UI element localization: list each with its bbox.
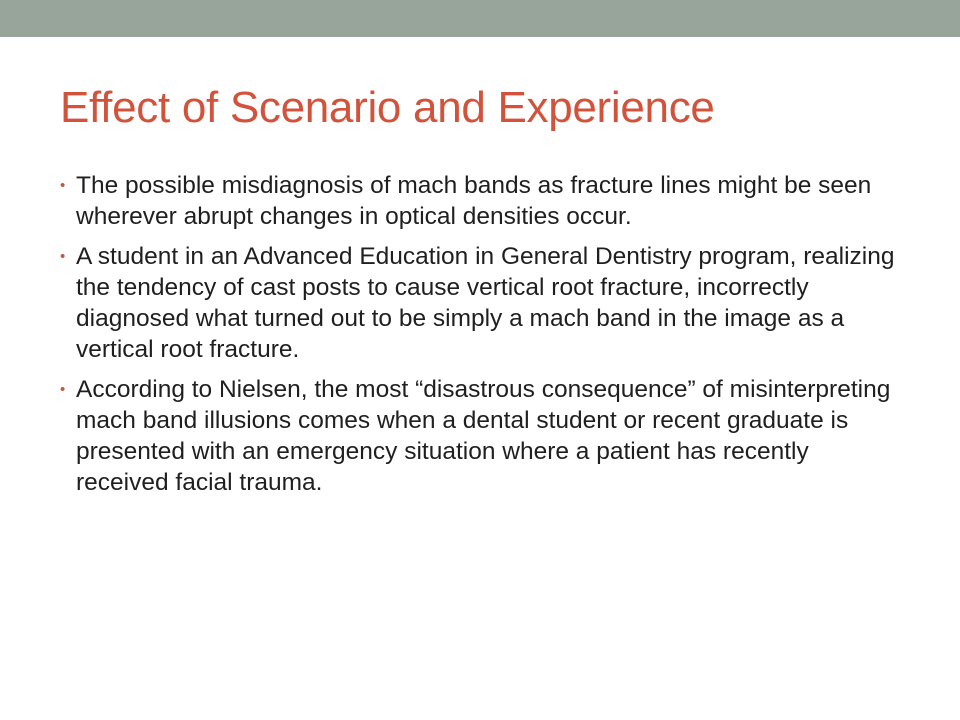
bullet-item-1 bbox=[60, 170, 900, 232]
top-accent-band bbox=[0, 0, 960, 37]
bullet-text: A student in an Advanced Education in General Dentistry program, realizing the tendency of cast posts to cause vertical root fracture, incorrectly diagnosed what turned out to be simply a mach band in the image as a vertical root fracture. bbox=[76, 243, 895, 363]
bullet-item-2 bbox=[60, 241, 900, 365]
bullet-item-3 bbox=[60, 374, 900, 498]
bullet-dot-icon: • bbox=[60, 248, 66, 265]
bullet-dot-icon: • bbox=[60, 381, 66, 398]
bullet-text: According to Nielsen, the most “disastrous consequence” of misinterpreting mach band illusions comes when a dental student or recent graduate is presented with an emergency situation where a patient has recently received facial trauma. bbox=[76, 376, 891, 496]
bullet-dot-icon: • bbox=[60, 177, 66, 194]
bullet-text: The possible misdiagnosis of mach bands as fracture lines might be seen wherever abrupt changes in optical densities occur. bbox=[76, 172, 872, 230]
slide-title: Effect of Scenario and Experience bbox=[60, 83, 715, 132]
bullet-list bbox=[60, 170, 900, 507]
